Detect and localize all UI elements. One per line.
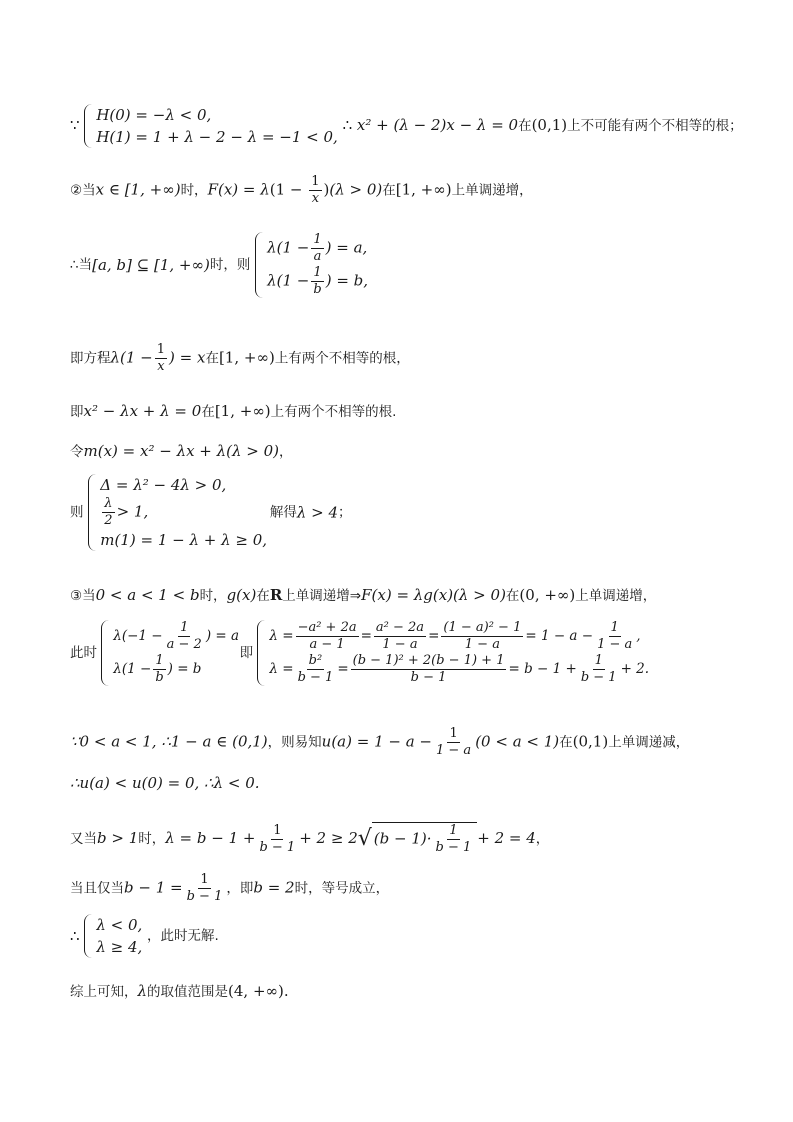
solution-line-3 — [70, 232, 763, 298]
solution-line-12 — [70, 822, 763, 856]
text-fragment: 上单调递减， — [608, 734, 690, 751]
text-fragment: ③当 — [70, 588, 96, 604]
left-brace — [88, 474, 96, 551]
solution-line-10 — [70, 726, 763, 759]
solution-line-8 — [70, 584, 763, 607]
text-fragment: ， — [279, 444, 293, 460]
text-fragment: 时， — [180, 182, 208, 199]
case-row: $\frac{\lambda}{2}$ > 1, — [104, 496, 149, 528]
case-row: λ < 0, — [96, 916, 143, 934]
solution-line-13 — [70, 872, 763, 905]
text-fragment: ∴当 — [70, 257, 93, 273]
case-row: λ(−1 − $\frac{1}{a - 2}$ ) = a — [113, 620, 240, 652]
text-fragment: 当且仅当 — [70, 880, 124, 897]
math-expression: λ = b − 1 + — [165, 829, 256, 847]
text-fragment: 令 — [70, 444, 84, 460]
square-root-sign: √ — [357, 826, 372, 851]
text-fragment: ，此时无解. — [147, 928, 219, 944]
math-expression: λ(1 − — [110, 348, 153, 367]
math-expression: x² − λx + λ = 0 — [83, 402, 202, 420]
text-fragment: 上有两个不相等的根， — [274, 350, 410, 367]
math-expression: b = 2 — [253, 878, 295, 897]
left-brace — [84, 914, 92, 958]
solution-line-6 — [70, 440, 763, 463]
fraction: $\frac{1}{x}$ — [156, 342, 166, 374]
math-expression: u(a) = 1 − a − — [321, 732, 432, 751]
therefore-symbol: ∴ — [342, 116, 353, 134]
math-expression: [1, +∞) — [395, 180, 452, 199]
text-fragment: 综上可知， — [70, 984, 138, 1000]
solution-line-15 — [70, 980, 763, 1003]
text-fragment: 此时 — [70, 645, 97, 661]
fraction: $\frac{1}{1 - a}$ — [436, 726, 472, 758]
math-expression: ∵0 < a < 1, ∴1 − a ∈ (0,1) — [70, 732, 268, 751]
case-row: λ(1 − $\frac{1}{b}$ ) = b — [113, 653, 202, 685]
text-fragment: 时，等号成立， — [294, 880, 390, 897]
text-fragment: ，即 — [226, 880, 254, 897]
text-fragment: 在 — [201, 404, 215, 420]
case-row: m(1) = 1 − λ + λ ≥ 0, — [100, 531, 268, 549]
text-fragment: ； — [338, 504, 352, 521]
math-expression: (0,1) — [572, 732, 609, 751]
text-fragment: ②当 — [70, 182, 96, 199]
solution-line-9 — [70, 620, 763, 686]
math-expression: (0,1) — [531, 116, 568, 134]
text-fragment: 即 — [70, 404, 84, 420]
text-fragment: 在 — [382, 182, 396, 199]
math-expression: (0 < a < 1) — [475, 732, 560, 751]
case-row: λ = $\frac{\text{b²}}{b - 1}$ = $\frac{\text{(b − 1)² + 2(b − 1) + 1}}{b - 1}$ = b − 1 + $\frac{1}{b - 1}$ + 2. — [269, 653, 650, 685]
math-expression: [a, b] ⊆ [1, +∞) — [92, 256, 210, 274]
math-expression: (4, +∞) — [228, 982, 284, 1000]
case-row: λ ≥ 4, — [96, 938, 143, 956]
text-fragment: . — [283, 982, 289, 1000]
solution-line-14 — [70, 914, 763, 958]
solution-line-11: ∴u(a) < u(0) = 0, ∴λ < 0. — [70, 774, 260, 792]
math-expression: (0, +∞) — [519, 586, 576, 604]
case-system — [257, 620, 649, 686]
text-fragment: 上单调递增， — [575, 588, 657, 604]
case-row: λ(1 − $\frac{1}{a}$ ) = a, — [267, 232, 368, 264]
text-fragment: 时， — [138, 831, 166, 847]
text-fragment: 即方程 — [70, 350, 111, 367]
text-fragment: ， — [535, 831, 550, 847]
solution-line-2: ②当x ∈ [1, +∞)时，F(x) = λ(1 − $\frac{1}{x}$ )(λ > 0)在[1, +∞)上单调递增， — [70, 174, 533, 206]
case-row: λ = $\frac{\text{−a² + 2a}}{a - 1}$ = $\frac{\text{a² − 2a}}{1 - a}$ = $\frac{\text{(1 − a)² − 1}}{1 - a}$ = 1 − a − $\frac{1}{1 - a}$ , — [269, 620, 641, 652]
math-expression: F(x) = λ — [207, 180, 270, 199]
math-expression: g(x) — [226, 586, 257, 604]
case-system — [88, 474, 268, 551]
math-expression: ) = x — [169, 348, 206, 367]
text-fragment: 在 — [205, 350, 219, 367]
math-expression: + 2 = 4 — [477, 829, 536, 847]
math-expression: F(x) = λg(x)(λ > 0) — [361, 586, 506, 604]
text-fragment: 上有两个不相等的根. — [270, 404, 397, 420]
math-expression: x² + (λ − 2)x − λ = 0 — [356, 116, 519, 134]
square-root-body: (b − 1)· $\frac{1}{b - 1}$ — [372, 822, 477, 856]
text-fragment: 即 — [239, 645, 254, 661]
math-expression: λ — [137, 982, 148, 1000]
solution-line-5 — [70, 400, 763, 423]
left-brace — [84, 104, 92, 148]
math-expression: [1, +∞) — [214, 402, 271, 420]
math-expression: [1, +∞) — [218, 348, 275, 367]
math-expression: 0 < a < 1 < b — [95, 586, 200, 604]
left-brace — [255, 232, 263, 298]
case-system — [255, 232, 368, 298]
text-fragment: 的取值范围是 — [147, 984, 229, 1000]
text-fragment: 在 — [505, 588, 520, 604]
therefore-symbol: ∴ — [70, 927, 80, 945]
case-system — [101, 620, 240, 686]
case-row: λ(1 − $\frac{1}{b}$ ) = b, — [267, 265, 369, 297]
case-system — [84, 104, 337, 148]
fraction: $\frac{1}{b - 1}$ — [259, 822, 296, 855]
math-expression: b − 1 = — [124, 878, 183, 897]
text-fragment: 解得 — [269, 504, 297, 521]
text-fragment: 在 — [559, 734, 573, 751]
math-expression: x ∈ [1, +∞) — [95, 180, 181, 199]
math-expression: b > 1 — [97, 829, 139, 847]
case-row: H(1) = 1 + λ − 2 − λ = −1 < 0, — [96, 128, 338, 146]
case-system — [84, 914, 142, 958]
text-fragment: 则 — [70, 504, 84, 521]
text-fragment: 上不可能有两个不相等的根； — [567, 118, 743, 134]
text-fragment: 又当 — [70, 831, 97, 847]
solution-line-4 — [70, 342, 763, 375]
math-expression: (λ > 0) — [329, 180, 383, 199]
text-fragment: 时，则 — [209, 257, 251, 273]
text-fragment: 上单调递增⇒ — [282, 588, 362, 604]
case-row: H(0) = −λ < 0, — [96, 106, 212, 124]
text-fragment: 在 — [256, 588, 270, 604]
text-fragment: 上单调递增， — [451, 182, 533, 199]
math-expression: λ > 4 — [296, 503, 338, 522]
text-fragment: ，则易知 — [267, 734, 322, 751]
text-fragment: 时， — [199, 588, 227, 604]
solution-line-7 — [70, 474, 763, 551]
text-fragment: 在 — [518, 118, 532, 134]
left-brace — [101, 620, 109, 686]
fraction: $\frac{1}{b - 1}$ — [186, 872, 223, 904]
math-expression: m(x) = x² − λx + λ(λ > 0) — [83, 442, 280, 460]
math-expression: R — [269, 586, 283, 604]
math-expression: + 2 ≥ 2 — [299, 829, 358, 847]
fraction: $\frac{1}{x}$ — [311, 174, 320, 206]
because-symbol: ∵ — [70, 116, 80, 134]
left-brace — [257, 620, 265, 686]
case-row: Δ = λ² − 4λ > 0, — [100, 476, 227, 494]
solution-line-1 — [70, 104, 763, 148]
